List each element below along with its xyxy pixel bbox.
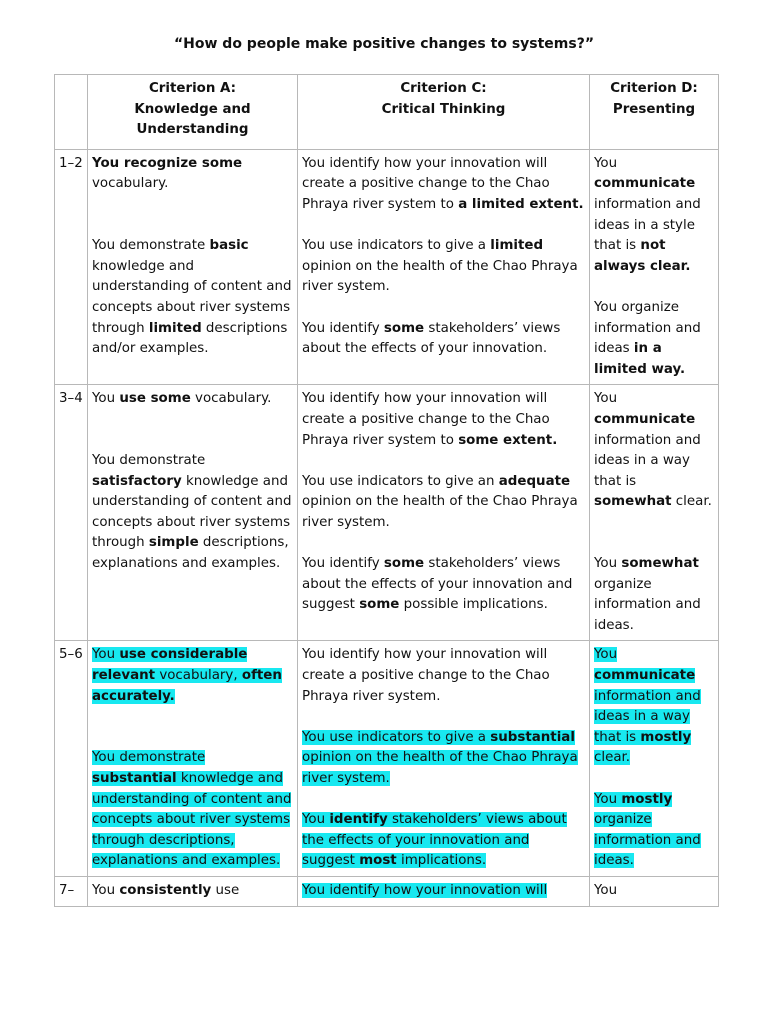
text-run: You xyxy=(594,791,622,807)
text-run: information and ideas in a style that is xyxy=(594,196,701,254)
highlighted-text xyxy=(302,812,567,868)
emphasis-text: not always clear. xyxy=(594,238,691,274)
emphasis-text: most xyxy=(359,853,397,869)
criterion-d-cell xyxy=(590,149,719,385)
emphasis-text: often accurately. xyxy=(92,668,282,704)
descriptor-paragraph xyxy=(594,881,714,902)
descriptor-paragraph xyxy=(594,298,714,380)
header-a-line: Criterion A: xyxy=(148,81,237,96)
header-d-line: Criterion D: xyxy=(610,81,698,96)
text-run: vocabulary. xyxy=(190,391,272,407)
text-run: You use indicators to give an xyxy=(302,473,499,489)
emphasis-text: limited xyxy=(490,238,544,254)
header-row xyxy=(55,75,719,150)
emphasis-text: limited xyxy=(148,320,202,336)
descriptor-paragraph xyxy=(92,881,293,902)
rubric-row xyxy=(55,876,719,906)
emphasis-text: somewhat xyxy=(594,494,672,510)
header-criterion-a xyxy=(88,75,298,150)
descriptor-text xyxy=(302,647,550,703)
header-a-line: Knowledge and xyxy=(134,101,251,117)
text-run: information and ideas in a way that is xyxy=(594,432,701,489)
text-run: You identify how your innovation will create a positive change to the Chao Phraya river system. xyxy=(302,647,550,704)
emphasis-text: some xyxy=(383,320,425,336)
descriptor-paragraph xyxy=(92,154,293,195)
text-run: You xyxy=(594,647,618,663)
header-level-cell xyxy=(55,75,88,150)
header-criterion-c xyxy=(298,75,590,150)
document-title: “How do people make positive changes to systems?” xyxy=(173,36,595,52)
criterion-d-cell xyxy=(590,385,719,641)
text-run: knowledge and understanding of content and concepts about river systems through xyxy=(92,473,292,551)
criterion-c-cell xyxy=(298,641,590,877)
descriptor-paragraph xyxy=(302,728,585,790)
emphasis-text: use some xyxy=(119,391,191,407)
text-run: You identify xyxy=(302,320,384,336)
text-run: stakeholders’ views about the effects of your innovation and suggest xyxy=(302,812,567,869)
rubric-table xyxy=(54,74,719,907)
descriptor-text xyxy=(92,453,291,571)
rubric-body xyxy=(55,149,719,906)
text-run: stakeholders’ views about the effects of your innovation. xyxy=(302,320,561,357)
descriptor-paragraph xyxy=(302,881,585,902)
text-run: information and ideas in a way that is xyxy=(594,688,701,745)
text-run: You xyxy=(92,882,120,898)
descriptor-text xyxy=(594,391,712,509)
text-run: descriptions, explanations and examples. xyxy=(92,535,289,572)
emphasis-text: simple xyxy=(148,535,199,551)
descriptor-paragraph xyxy=(594,790,714,872)
level-cell: 1–2 xyxy=(55,149,88,385)
text-run: You demonstrate xyxy=(92,453,206,469)
text-run: You identify how your innovation will create a positive change to the Chao Phraya river system to xyxy=(302,391,550,448)
text-run: You xyxy=(594,391,618,407)
criterion-d-cell xyxy=(590,641,719,877)
text-run: descriptions and/or examples. xyxy=(92,320,288,357)
emphasis-text: somewhat xyxy=(621,556,699,572)
emphasis-text: communicate xyxy=(594,668,696,684)
descriptor-paragraph xyxy=(302,236,585,298)
descriptor-text xyxy=(594,883,617,898)
descriptor-paragraph xyxy=(92,451,293,575)
emphasis-text: substantial xyxy=(92,771,177,786)
text-run: knowledge and understanding of content and concepts about river systems through descriptions, explanations and examples. xyxy=(92,771,292,869)
descriptor-paragraph xyxy=(92,236,293,360)
highlighted-text xyxy=(302,883,547,898)
text-run: You use indicators to give a xyxy=(302,729,491,745)
descriptor-text xyxy=(594,556,701,633)
criterion-c-cell xyxy=(298,149,590,385)
text-run: organize information and ideas. xyxy=(594,812,701,869)
text-run: You identify how your innovation will xyxy=(302,882,548,898)
descriptor-text xyxy=(302,321,560,357)
descriptor-paragraph xyxy=(302,472,585,534)
text-run: You xyxy=(594,882,618,898)
descriptor-paragraph xyxy=(594,154,714,278)
highlighted-text xyxy=(594,647,701,765)
descriptor-paragraph xyxy=(302,154,585,216)
text-run: You demonstrate xyxy=(92,750,206,766)
highlighted-text xyxy=(92,750,291,868)
descriptor-paragraph xyxy=(92,645,293,707)
descriptor-paragraph xyxy=(594,645,714,769)
emphasis-text: communicate xyxy=(594,411,696,427)
text-run: implications. xyxy=(396,853,487,869)
text-run: clear. xyxy=(594,750,631,766)
text-run: You xyxy=(92,391,120,407)
text-run: opinion on the health of the Chao Phraya river system. xyxy=(302,750,578,786)
criterion-c-cell xyxy=(298,385,590,641)
text-run: opinion on the health of the Chao Phraya river system. xyxy=(302,494,578,530)
text-run: vocabulary. xyxy=(92,176,169,192)
emphasis-text: in a limited way. xyxy=(594,341,686,377)
descriptor-paragraph xyxy=(302,319,585,360)
header-c-line: Critical Thinking xyxy=(381,101,506,117)
criterion-a-cell xyxy=(88,641,298,877)
emphasis-text: You recognize some xyxy=(92,155,243,171)
descriptor-paragraph xyxy=(302,554,585,616)
emphasis-text: basic xyxy=(209,238,249,254)
emphasis-text: mostly xyxy=(640,729,692,745)
emphasis-text: some extent. xyxy=(458,432,558,448)
descriptor-text xyxy=(92,238,291,356)
highlighted-text xyxy=(92,647,282,703)
descriptor-paragraph xyxy=(302,389,585,451)
text-run: You xyxy=(594,155,618,171)
criterion-c-cell xyxy=(298,876,590,906)
highlighted-text xyxy=(594,792,701,869)
text-run: You use indicators to give a xyxy=(302,238,491,254)
emphasis-text: communicate xyxy=(594,176,696,192)
descriptor-paragraph xyxy=(92,389,293,410)
descriptor-paragraph xyxy=(302,645,585,707)
highlighted-text xyxy=(302,730,578,786)
text-run: knowledge and understanding of content and concepts about river systems through xyxy=(92,258,292,336)
header-d-line: Presenting xyxy=(612,101,696,117)
descriptor-text xyxy=(302,238,578,294)
emphasis-text: mostly xyxy=(621,791,673,807)
header-a-line: Understanding xyxy=(136,122,249,138)
descriptor-paragraph xyxy=(302,810,585,872)
descriptor-paragraph xyxy=(594,554,714,636)
rubric-row xyxy=(55,149,719,385)
text-run: You organize information and ideas xyxy=(594,299,701,357)
emphasis-text: use considerable relevant xyxy=(92,647,248,684)
text-run: clear. xyxy=(671,494,712,510)
criterion-a-cell xyxy=(88,385,298,641)
descriptor-text xyxy=(302,474,578,530)
text-run: You xyxy=(594,556,622,572)
emphasis-text: adequate xyxy=(498,473,571,489)
rubric-row xyxy=(55,385,719,641)
descriptor-text xyxy=(302,556,572,612)
descriptor-text xyxy=(92,391,271,406)
text-run: possible implications. xyxy=(399,597,548,613)
criterion-d-cell xyxy=(590,876,719,906)
text-run: You demonstrate xyxy=(92,238,210,254)
level-cell: 5–6 xyxy=(55,641,88,877)
text-run: organize information and ideas. xyxy=(594,576,701,633)
text-run: You xyxy=(302,812,330,828)
text-run: You xyxy=(92,647,120,663)
header-c-line: Criterion C: xyxy=(400,81,487,96)
level-cell: 3–4 xyxy=(55,385,88,641)
emphasis-text: substantial xyxy=(490,729,575,745)
descriptor-text xyxy=(594,156,701,274)
descriptor-text xyxy=(92,883,239,898)
text-run: You identify how your innovation will create a positive change to the Chao Phraya river system to xyxy=(302,155,550,212)
descriptor-text xyxy=(594,300,701,377)
text-run: You identify xyxy=(302,556,384,572)
descriptor-paragraph xyxy=(594,389,714,513)
emphasis-text: identify xyxy=(329,812,388,828)
emphasis-text: some xyxy=(359,597,400,613)
text-run: opinion on the health of the Chao Phraya river system. xyxy=(302,258,578,295)
emphasis-text: some xyxy=(383,556,425,572)
descriptor-text xyxy=(302,156,584,212)
emphasis-text: a limited extent. xyxy=(458,196,584,212)
descriptor-text xyxy=(92,156,242,192)
text-run: vocabulary, xyxy=(155,668,242,684)
descriptor-text xyxy=(302,391,557,447)
emphasis-text: consistently xyxy=(119,882,212,898)
emphasis-text: satisfactory xyxy=(92,473,182,489)
header-criterion-d xyxy=(590,75,719,150)
text-run: stakeholders’ views about the effects of your innovation and suggest xyxy=(302,556,573,613)
text-run: use xyxy=(211,882,240,898)
rubric-row xyxy=(55,641,719,877)
criterion-a-cell xyxy=(88,149,298,385)
level-cell: 7– xyxy=(55,876,88,906)
criterion-a-cell xyxy=(88,876,298,906)
descriptor-paragraph xyxy=(92,748,293,872)
